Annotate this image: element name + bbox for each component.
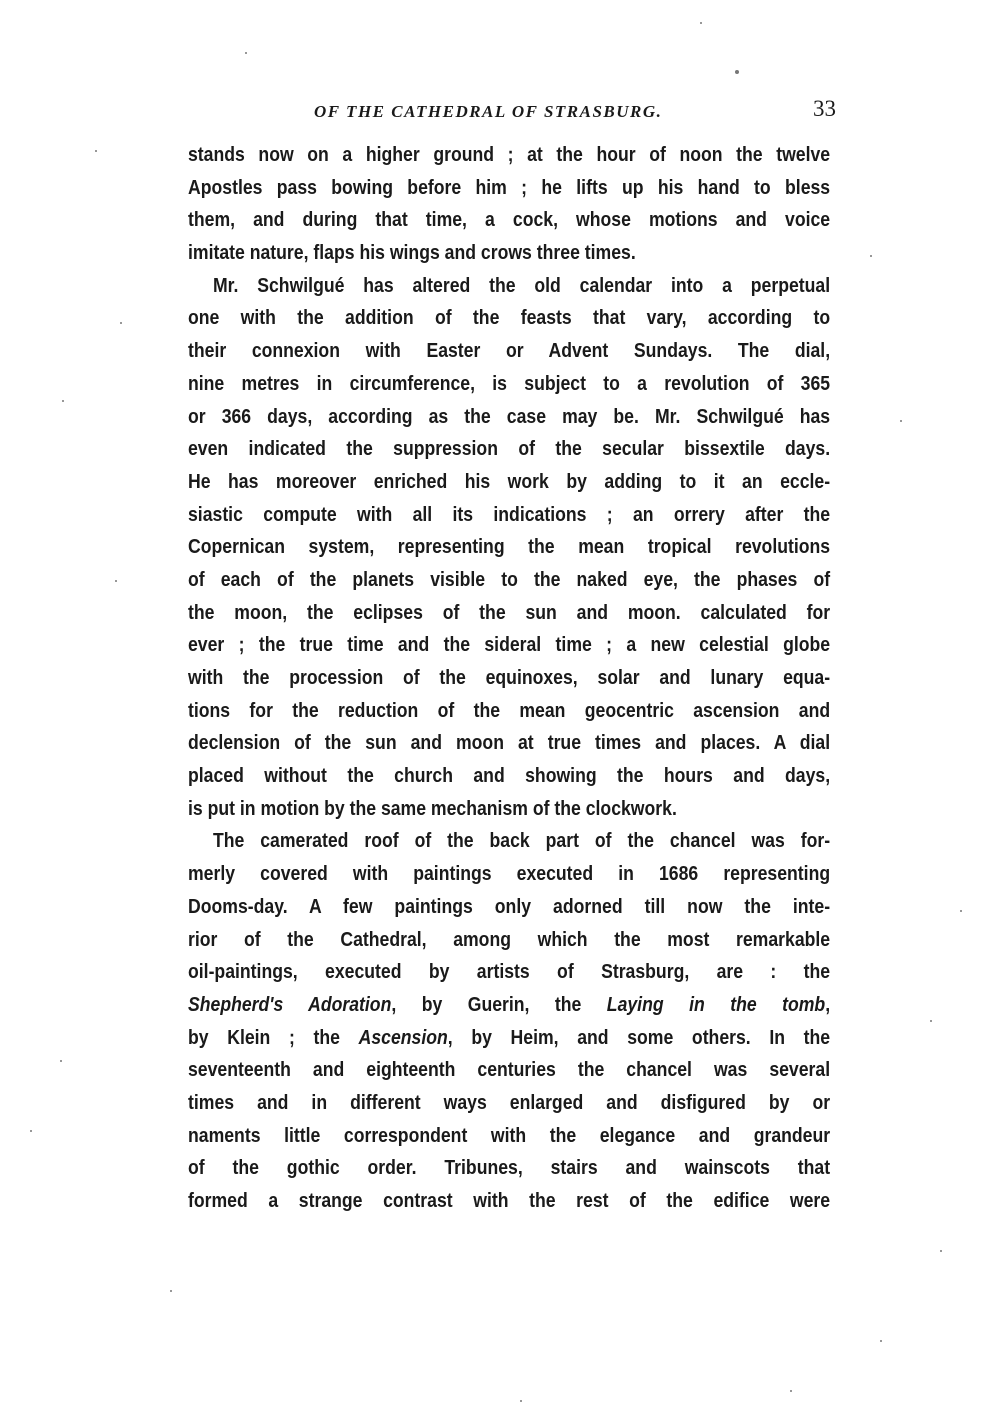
text-line: the moon, the eclipses of the sun and moon. calculated for xyxy=(188,600,831,624)
text-line: one with the addition of the feasts that vary, according to xyxy=(188,306,831,330)
text-line: seventeenth and eighteenth centuries the chancel was several xyxy=(188,1058,831,1082)
text-run: , by Heim, and some others. In the xyxy=(447,1025,831,1049)
text-line: Mr. Schwilgué has altered the old calendar into a perpetual xyxy=(212,273,831,297)
page-number: 33 xyxy=(813,96,836,121)
scan-speck xyxy=(930,1020,932,1022)
text-line: siastic compute with all its indications ; an orrery after the xyxy=(188,502,831,526)
text-line xyxy=(188,989,830,1022)
text-line: placed without the church and showing the hours and days, xyxy=(188,764,831,788)
scan-speck xyxy=(115,580,117,582)
text-line: nine metres in circumference, is subject to a revolution of 365 xyxy=(188,371,831,395)
scan-speck xyxy=(170,1290,172,1292)
text-line: Dooms-day. A few paintings only adorned till now the inte- xyxy=(188,894,831,918)
text-line: times and in different ways enlarged and disfigured by or xyxy=(188,1090,831,1114)
text-run: by Klein ; the xyxy=(188,1025,359,1049)
text-line: of each of the planets visible to the naked eye, the phases of xyxy=(188,567,831,591)
text-line: merly covered with paintings executed in 1686 representing xyxy=(188,862,831,886)
text-line: naments little correspondent with the elegance and grandeur xyxy=(188,1123,831,1147)
text-line xyxy=(188,1022,830,1055)
text-line: declension of the sun and moon at true times and places. A dial xyxy=(188,731,831,755)
scan-speck xyxy=(900,420,902,422)
scan-speck xyxy=(245,52,247,54)
scan-speck xyxy=(120,322,122,324)
text-line: of the gothic order. Tribunes, stairs and wainscots that xyxy=(188,1156,831,1180)
scan-speck xyxy=(960,910,962,912)
scan-speck xyxy=(62,400,64,402)
text-line: formed a strange contrast with the rest of the edifice were xyxy=(188,1189,831,1212)
body-text xyxy=(188,139,830,1218)
text-line: oil-paintings, executed by artists of Strasburg, are : the xyxy=(188,960,831,984)
text-line: rior of the Cathedral, among which the most remarkable xyxy=(188,927,831,951)
running-head xyxy=(186,98,836,134)
text-line: imitate nature, flaps his wings and crows three times. xyxy=(188,241,636,265)
text-line: Apostles pass bowing before him ; he lifts up his hand to bless xyxy=(188,175,831,199)
text-run: , by Guerin, the xyxy=(391,992,607,1016)
text-run: , xyxy=(825,992,831,1016)
text-line: stands now on a higher ground ; at the hour of noon the twelve xyxy=(188,143,831,166)
text-line: tions for the reduction of the mean geocentric ascension and xyxy=(188,698,831,722)
scan-speck xyxy=(95,150,97,152)
scan-speck xyxy=(60,1060,62,1062)
scan-speck xyxy=(30,1130,32,1132)
text-line: is put in motion by the same mechanism of the clockwork. xyxy=(188,796,677,820)
scan-speck xyxy=(870,255,872,257)
scan-speck xyxy=(790,1390,792,1392)
italic-title: Ascension xyxy=(358,1025,448,1049)
scan-speck xyxy=(940,1250,942,1252)
scan-speck xyxy=(735,70,739,74)
text-line: with the procession of the equinoxes, solar and lunary equa- xyxy=(188,666,831,689)
text-line: or 366 days, according as the case may be. Mr. Schwilgué has xyxy=(188,404,831,428)
scan-speck xyxy=(880,1340,882,1342)
text-line: ever ; the true time and the sideral time ; a new celestial globe xyxy=(188,633,831,657)
scan-speck xyxy=(700,22,702,24)
text-line: their connexion with Easter or Advent Sundays. The dial, xyxy=(188,339,831,363)
text-line: even indicated the suppression of the secular bissextile days. xyxy=(188,437,831,461)
running-title: OF THE CATHEDRAL OF STRASBURG. xyxy=(314,102,663,121)
text-line: He has moreover enriched his work by adding to it an eccle- xyxy=(188,469,831,493)
text-line: The camerated roof of the back part of the chancel was for- xyxy=(212,829,831,853)
text-line: them, and during that time, a cock, whose motions and voice xyxy=(188,208,831,232)
scan-speck xyxy=(520,1400,522,1402)
text-line: Copernican system, representing the mean tropical revolutions xyxy=(188,535,831,559)
italic-title: Laying in the tomb xyxy=(606,992,826,1016)
italic-title: Shepherd's Adoration xyxy=(188,992,392,1016)
